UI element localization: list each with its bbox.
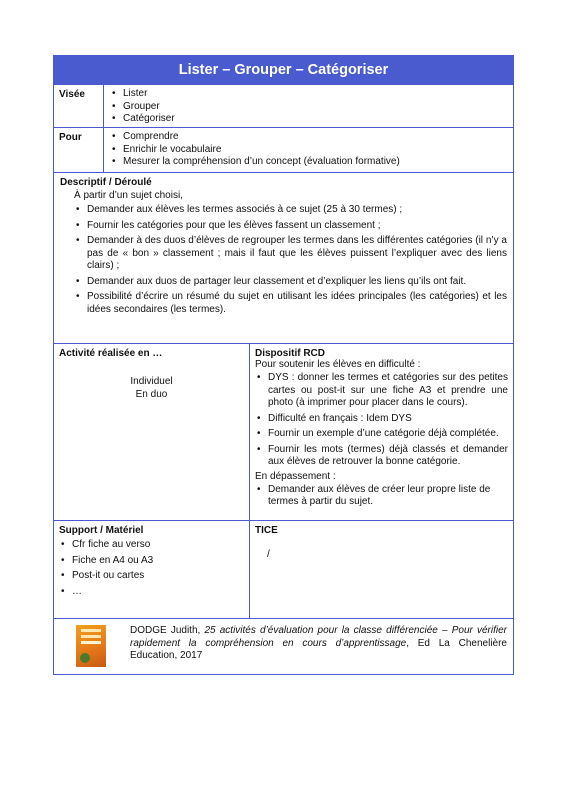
tice-cell (250, 521, 513, 618)
tice-value: / (267, 549, 270, 560)
visee-label: Visée (54, 85, 104, 127)
list-item: • Fournir un exemple d’une catégorie déjà complétée. (255, 428, 508, 441)
pour-cell (104, 128, 513, 172)
list-item: • Fiche en A4 ou A3 (59, 555, 244, 568)
activity-sheet (53, 55, 514, 675)
visee-row (54, 84, 513, 127)
descriptif-row (54, 172, 513, 343)
reference-book-title: 25 activités d’évaluation pour la classe différenciée – Pour vérifier rapidement la compréhension en cours d’apprentissage (130, 625, 507, 649)
list-item: • Post-it ou cartes (59, 570, 244, 583)
list-item: • Demander aux duos de partager leur classement et d’expliquer les liens qu’ils ont fait. (74, 276, 507, 289)
book-cover-image (76, 625, 106, 667)
descriptif-heading: Descriptif / Déroulé (60, 177, 152, 188)
list-item: • Grouper (110, 101, 507, 114)
book-cover-emblem (80, 653, 90, 663)
pour-label: Pour (54, 128, 104, 172)
dispositif-sub1: Pour soutenir les élèves en difficulté : (255, 359, 421, 370)
support-cell (54, 521, 250, 618)
page-title: Lister – Grouper – Catégoriser (54, 56, 513, 84)
list-item: • Demander à des duos d’élèves de regrouper les termes dans les différentes catégories (il n’y a pas de « bon » classement ; mais il faut que les élèves puissent l’expliquer avec des liens clairs) ; (74, 235, 507, 273)
support-tice-row (54, 520, 513, 618)
activite-heading: Activité réalisée en … (59, 348, 163, 359)
descriptif-list (74, 204, 507, 316)
dispositif-heading: Dispositif RCD (255, 348, 325, 359)
pour-row (54, 127, 513, 172)
list-item: • DYS : donner les termes et catégories sur des petites cartes ou post-it sur une fiche A3 et prendre une photo (à imprimer pour placer dans le cours). (255, 372, 508, 410)
visee-list (110, 88, 507, 126)
reference-text (130, 625, 507, 668)
list-item: • Lister (110, 88, 507, 101)
activite-modes (59, 375, 244, 401)
list-item: • Comprendre (110, 131, 507, 144)
mode-duo: En duo (135, 389, 168, 400)
dispositif-cell (250, 344, 513, 520)
pour-list (110, 131, 507, 169)
support-heading: Support / Matériel (59, 525, 144, 536)
reference-author: DODGE Judith, (130, 625, 205, 636)
tice-heading: TICE (255, 525, 278, 536)
dispositif-sub2: En dépassement : (255, 470, 336, 482)
activite-cell (54, 344, 250, 520)
list-item: • Demander aux élèves de créer leur propre liste de termes à partir du sujet. (255, 484, 508, 509)
dispositif-list-1 (255, 372, 508, 469)
list-item: • Cfr fiche au verso (59, 539, 244, 552)
reference-row (54, 618, 513, 674)
visee-cell (104, 85, 513, 127)
activite-dispositif-row (54, 343, 513, 520)
list-item: • Mesurer la compréhension d’un concept (évaluation formative) (110, 156, 507, 169)
list-item: • Fournir les mots (termes) déjà classés et demander aux élèves de retrouver la bonne catégorie. (255, 444, 508, 469)
list-item: • Difficulté en français : Idem DYS (255, 413, 508, 426)
dispositif-list-2 (255, 484, 508, 509)
reference-publisher: , Ed La Chenelière Education, 2017 (130, 637, 507, 661)
descriptif-cell (54, 173, 513, 343)
list-item: • Enrichir le vocabulaire (110, 144, 507, 157)
list-item: • Catégoriser (110, 113, 507, 126)
list-item: • Fournir les catégories pour que les élèves fassent un classement ; (74, 220, 507, 233)
list-item: • Demander aux élèves les termes associés à ce sujet (25 à 30 termes) ; (74, 204, 507, 217)
descriptif-intro: À partir d’un sujet choisi, (74, 190, 183, 201)
list-item: • … (59, 586, 244, 599)
list-item: • Possibilité d’écrire un résumé du sujet en utilisant les idées principales (les catégories) et les idées secondaires (les termes). (74, 291, 507, 316)
mode-individuel: Individuel (130, 376, 173, 387)
support-list (59, 539, 244, 598)
